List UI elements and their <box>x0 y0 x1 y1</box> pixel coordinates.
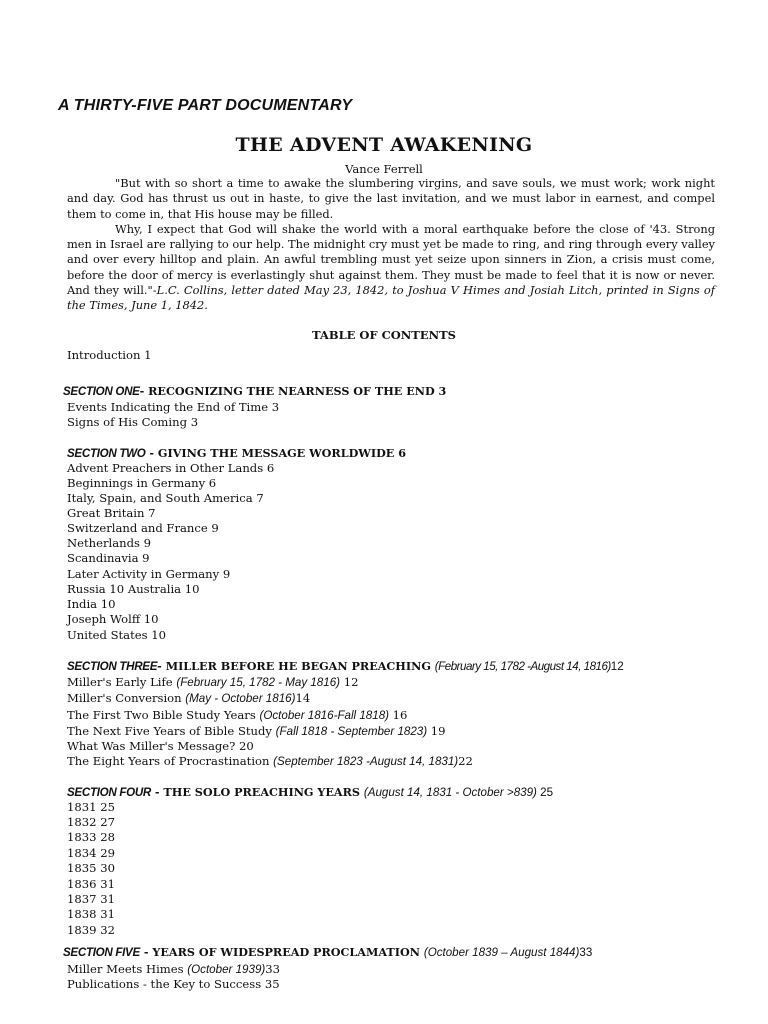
toc-heading: TABLE OF CONTENTS <box>312 328 456 342</box>
toc-entry: United States 10 <box>67 628 166 642</box>
toc-entry: 1839 32 <box>67 923 115 937</box>
toc-entry-page: 33 <box>265 962 281 976</box>
toc-entry: Advent Preachers in Other Lands 6 <box>67 461 275 475</box>
section-label: SECTION ONE <box>63 385 140 398</box>
toc-entry: 1837 31 <box>67 892 115 906</box>
toc-entry <box>67 724 446 739</box>
section-title: - YEARS OF WIDESPREAD PROCLAMATION <box>139 945 424 959</box>
toc-entry: Beginnings in Germany 6 <box>67 476 217 490</box>
toc-entry-date: (September 1823 -August 14, 1831) <box>273 755 459 768</box>
section-page: 33 <box>579 946 593 959</box>
toc-entry-date: (May - October 1816) <box>185 692 296 705</box>
toc-entry: Switzerland and France 9 <box>67 521 219 535</box>
epigraph-paragraph-2 <box>67 222 715 314</box>
toc-entry: Russia 10 Australia 10 <box>67 582 200 596</box>
toc-entry-date: (Fall 1818 - September 1823) <box>275 725 428 738</box>
toc-entry: Joseph Wolff 10 <box>67 612 159 626</box>
toc-entry-text: The Next Five Years of Bible Study <box>67 724 276 738</box>
section-title: - RECOGNIZING THE NEARNESS OF THE END 3 <box>139 384 447 398</box>
toc-entry-page: 19 <box>427 724 446 738</box>
toc-entry: Publications - the Key to Success 35 <box>67 977 280 991</box>
toc-entry: 1838 31 <box>67 907 115 921</box>
section-page: 12 <box>610 660 624 673</box>
section-label: SECTION FIVE <box>63 946 140 959</box>
toc-entry: 1836 31 <box>67 877 115 891</box>
toc-entry <box>67 675 358 690</box>
section-dates: (August 14, 1831 - October >839) <box>363 786 537 799</box>
epigraph-quote <box>67 176 715 314</box>
toc-entry-page: 22 <box>458 754 473 768</box>
section-page: 25 <box>536 786 554 799</box>
toc-entry <box>67 962 280 977</box>
toc-entry: Events Indicating the End of Time 3 <box>67 400 280 414</box>
section-title: - GIVING THE MESSAGE WORLDWIDE 6 <box>145 446 406 460</box>
toc-entry: Scandinavia 9 <box>67 551 150 565</box>
toc-entry-page: 12 <box>340 675 359 689</box>
toc-entry-date: (October 1816-Fall 1818) <box>259 709 389 722</box>
section-one-heading <box>63 384 446 399</box>
toc-entry: Italy, Spain, and South America 7 <box>67 491 264 505</box>
toc-entry: India 10 <box>67 597 116 611</box>
section-title: - MILLER BEFORE HE BEGAN PREACHING <box>157 659 435 673</box>
toc-entry: What Was Miller's Message? 20 <box>67 739 254 753</box>
toc-entry <box>67 708 407 723</box>
toc-entry-date: (February 15, 1782 - May 1816) <box>176 676 341 689</box>
toc-entry <box>67 754 473 769</box>
section-dates: (October 1839 – August 1844) <box>423 946 580 959</box>
section-label: SECTION TWO <box>67 447 146 460</box>
toc-introduction: Introduction 1 <box>67 348 152 362</box>
toc-entry-page: 16 <box>389 708 408 722</box>
epigraph-paragraph-2-text: Why, I expect that God will shake the world with a moral earthquake before the close of '43. Strong men in Israel are rallying to our help. The midnight cry must yet be made to ring, and ring through every valley and over every hilltop and plain. An awful trembling must yet seize upon sinners in Zion, a crisis must come, before the door of mercy is everlastingly shut against them. They must be made to feel that it is now or never. And they will."- <box>67 221 715 298</box>
section-label: SECTION THREE <box>67 660 158 673</box>
toc-entry: 1831 25 <box>67 800 115 814</box>
section-label: SECTION FOUR <box>67 786 151 799</box>
section-four-heading <box>67 785 553 800</box>
toc-entry: 1834 29 <box>67 846 115 860</box>
toc-entry: Netherlands 9 <box>67 536 152 550</box>
toc-entry: Later Activity in Germany 9 <box>67 567 231 581</box>
toc-entry-text: The First Two Bible Study Years <box>67 708 260 722</box>
section-title: - THE SOLO PREACHING YEARS <box>151 785 364 799</box>
documentary-kicker: A THIRTY-FIVE PART DOCUMENTARY <box>58 97 353 114</box>
toc-entry-text: The Eight Years of Procrastination <box>67 754 274 768</box>
toc-entry: 1832 27 <box>67 815 115 829</box>
author-name: Vance Ferrell <box>345 162 423 176</box>
toc-entry-text: Miller Meets Himes <box>67 962 188 976</box>
toc-entry-date: (October 1939) <box>187 963 266 976</box>
toc-entry: Signs of His Coming 3 <box>67 415 199 429</box>
toc-entry-text: Miller's Early Life <box>67 675 177 689</box>
epigraph-paragraph-1: "But with so short a time to awake the slumbering virgins, and save souls, we must work; work night and day. God has thrust us out in haste, to give the last invitation, and we must labor in earnest, and compel them to come in, that His house may be filled. <box>67 176 715 221</box>
toc-entry: Great Britain 7 <box>67 506 156 520</box>
toc-entry-text: Miller's Conversion <box>67 691 186 705</box>
toc-entry-page: 14 <box>295 691 311 705</box>
section-five-heading <box>63 945 592 960</box>
section-three-heading <box>67 659 624 674</box>
epigraph-source: L.C. Collins, letter dated May 23, 1842, to Joshua V Himes and Josiah Litch, printed in Signs of the Times, June 1, 1842. <box>67 283 715 313</box>
section-two-heading <box>67 446 406 461</box>
page-title: THE ADVENT AWAKENING <box>235 134 533 156</box>
toc-entry <box>67 691 310 706</box>
toc-entry: 1833 28 <box>67 830 115 844</box>
section-dates: (February 15, 1782 -August 14, 1816) <box>434 660 611 673</box>
toc-entry: 1835 30 <box>67 861 115 875</box>
